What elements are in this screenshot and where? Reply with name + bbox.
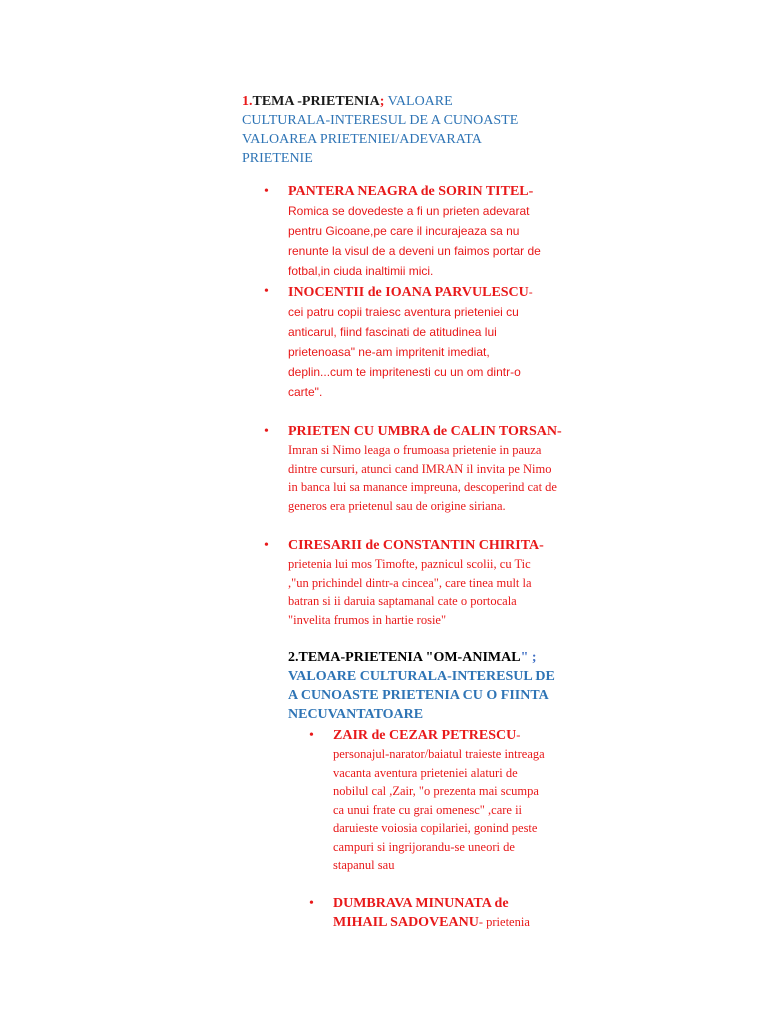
work-title: PRIETEN CU UMBRA de CALIN TORSAN- [288, 424, 562, 439]
work-title: PANTERA NEAGRA de SORIN TITEL- [288, 184, 534, 199]
section-1-theme: TEMA -PRIETENIA [252, 94, 380, 109]
section-2-heading [288, 648, 558, 724]
list-item [264, 182, 560, 281]
section-2-semicolon: ; [528, 650, 537, 665]
section-2-quote: " [520, 650, 529, 665]
work-title: INOCENTII de IOANA PARVULESCU [288, 285, 529, 300]
list-item [309, 894, 543, 932]
work-description: Imran si Nimo leaga o frumoasa prietenie in pauza dintre cursuri, atunci cand IMRAN il invita pe Nimo in banca lui sa manance impreuna, descoperind cat de generos era prietenul sau de origine siriana. [288, 443, 557, 513]
section-1-semicolon: ; [379, 94, 385, 109]
list-item [309, 726, 553, 875]
list-item [264, 422, 564, 515]
section-2-value-text: VALOARE CULTURALA-INTERESUL DE A CUNOASTE PRIETENIA CU O FIINTA NECUVANTATOARE [288, 669, 555, 722]
bullet: • [309, 896, 314, 911]
work-description: -personajul-narator/baiatul traieste intreaga vacanta aventura prieteniei alaturi de nobilul cal ,Zair, "o prezenta mai scumpa ca unui frate cu grai omenesc" ,care ii daruieste voiosia copilariei, gonind peste campuri si ingrijorandu-se uneori de stapanul sau [333, 728, 545, 872]
work-description: -cei patru copii traiesc aventura prieteniei cu anticarul, fiind fascinati de atitudinea lui prietenoasa" ne-am impritenit imediat, deplin...cum te impritenesti cu un om dintr-o carte". [288, 285, 533, 399]
work-title: CIRESARII de CONSTANTIN CHIRITA- [288, 538, 544, 553]
work-description: prietenia lui mos Timofte, paznicul scolii, cu Tic ,"un prichindel dintr-a cincea", care tinea mult la batran si ii daruia saptamanal cate o portocala "invelita frumos in hartie rosie" [288, 557, 532, 627]
section-2-theme: 2.TEMA-PRIETENIA "OM-ANIMAL [288, 650, 521, 665]
list-item [264, 282, 546, 402]
section-1-heading [242, 92, 542, 168]
bullet: • [264, 184, 269, 199]
section-1-value-text: VALOARE CULTURALA-INTERESUL DE A CUNOASTE VALOAREA PRIETENIEI/ADEVARATA PRIETENIE [242, 94, 519, 166]
section-1-number: 1. [242, 94, 253, 109]
work-title: DUMBRAVA MINUNATA de MIHAIL SADOVEANU [333, 896, 509, 930]
bullet: • [264, 284, 269, 299]
list-item [264, 536, 554, 629]
work-description: Romica se dovedeste a fi un prieten adevarat pentru Gicoane,pe care il incurajeaza sa nu renunte la visul de a deveni un faimos portar de fotbal,in ciuda inaltimii mici. [288, 204, 541, 278]
bullet: • [309, 728, 314, 743]
bullet: • [264, 424, 269, 439]
work-description: - prietenia [478, 915, 530, 929]
work-title: ZAIR de CEZAR PETRESCU [333, 728, 517, 743]
bullet: • [264, 538, 269, 553]
